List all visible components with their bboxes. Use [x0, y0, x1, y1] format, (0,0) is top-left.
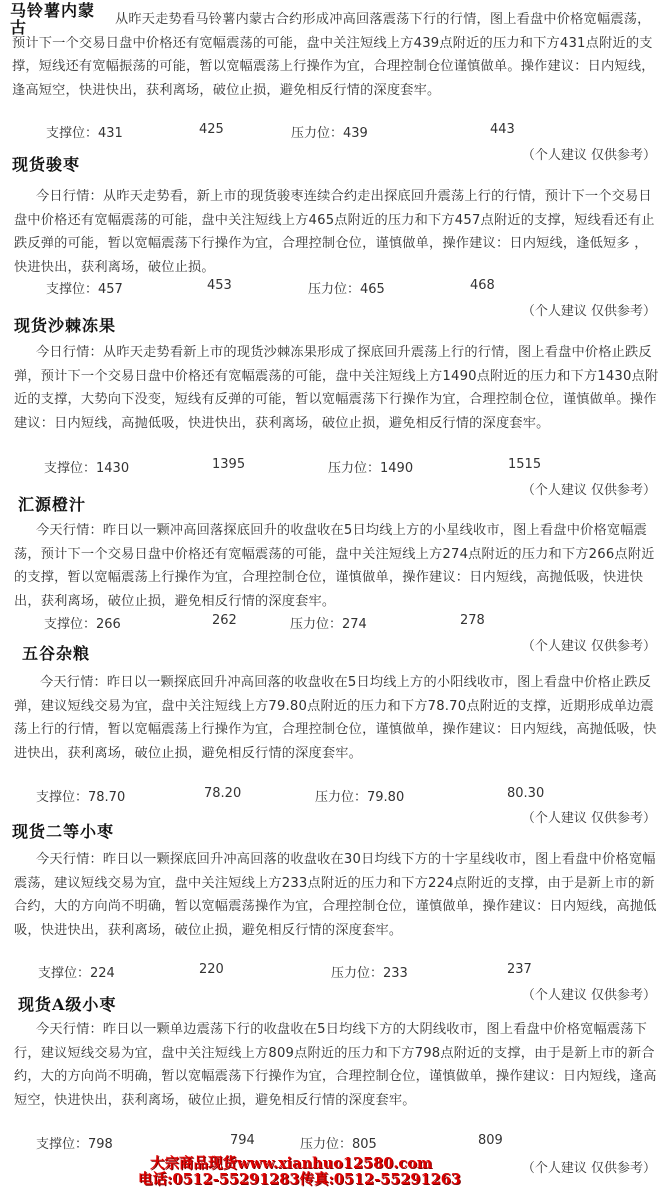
section-paragraph: 今天行情：昨日以一颗冲高回落探底回升的收盘收在5日均线上方的小星线收市，图上看盘中价格宽幅震荡，预计下一个交易日盘中价格还有宽幅震荡的可能，盘中关注短线上方274点附近的压力和下方266点附近的支撑，暂以宽幅震荡上行操作为宜，合理控制仓位，谨慎做单，操作建议：日内短线，高抛低吸，快进快出，获利离场，破位止损，避免相反行情的深度套牢。	[14, 523, 655, 609]
disclaimer-note: （个人建议 仅供参考）	[521, 811, 656, 826]
disclaimer-note: （个人建议 仅供参考）	[521, 639, 656, 654]
section-title: 汇源橙汁	[18, 495, 87, 514]
section-title: 现货A级小枣	[18, 995, 117, 1014]
disclaimer-note: （个人建议 仅供参考）	[521, 304, 656, 319]
section-title: 马铃薯内蒙古	[10, 1, 96, 37]
pressure-level: 压力位：439	[291, 126, 368, 141]
price-levels	[0, 786, 670, 806]
pressure-level: 压力位：465	[308, 282, 385, 297]
pressure-level: 压力位：274	[290, 617, 367, 632]
section-paragraph: 今天行情：昨日以一颗探底回升冲高回落的收盘收在30日均线下方的十字星线收市，图上看盘中价格宽幅震荡，建议短线交易为宜，盘中关注短线上方233点附近的压力和下方224点附近的支撑，由于是新上市的新合约，大的方向尚不明确，暂以宽幅震荡操作为宜，合理控制仓位，谨慎做单，操作建议：日内短线，高抛低吸，快进快出，获利离场，破位止损，避免相反行情的深度套牢。	[14, 852, 657, 938]
price-levels	[0, 457, 670, 477]
section-paragraph: 今天行情：昨日以一颗探底回升冲高回落的收盘收在5日均线上方的小阳线收市，图上看盘中价格止跌反弹，建议短线交易为宜，盘中关注短线上方79.80点附近的压力和下方78.70点附近的支撑，近期形成单边震荡上行的行情，暂以宽幅震荡上行操作为宜，合理控制仓位，谨慎做单，操作建议：日内短线，高抛低吸，快进快出，获利离场，破位止损，避免相反行情的深度套牢。	[14, 675, 657, 761]
section-paragraph: 今日行情：从昨天走势看，新上市的现货骏枣连续合约走出探底回升震荡上行的行情，预计下一个交易日盘中价格还有宽幅震荡的可能，盘中关注短线上方465点附近的压力和下方457点附近的支撑，短线看还有止跌反弹的可能，暂以宽幅震荡下行操作为宜，合理控制仓位，谨慎做单，操作建议：日内短线，逢低短多 ，快进快出，获利离场，破位止损。	[14, 189, 655, 275]
pressure-level-2: 237	[507, 962, 532, 977]
price-levels	[0, 278, 670, 298]
pressure-level: 压力位：805	[300, 1137, 377, 1152]
pressure-level: 压力位：1490	[328, 461, 414, 476]
disclaimer-note: （个人建议 仅供参考）	[521, 988, 656, 1003]
support-level: 支撑位：1430	[44, 461, 130, 476]
price-levels	[0, 1133, 670, 1153]
pressure-level-2: 468	[470, 278, 495, 293]
disclaimer-note: （个人建议 仅供参考）	[521, 148, 656, 163]
disclaimer-note: （个人建议 仅供参考）	[521, 1161, 656, 1176]
price-levels	[0, 613, 670, 633]
support-level-2: 425	[199, 122, 224, 137]
support-level: 支撑位：798	[36, 1137, 113, 1152]
footer-website: 大宗商品现货www.xianhuo12580.com	[150, 1155, 433, 1172]
support-level-2: 78.20	[204, 786, 242, 801]
support-level: 支撑位：266	[44, 617, 121, 632]
support-level: 支撑位：457	[46, 282, 123, 297]
pressure-level-2: 278	[460, 613, 485, 628]
price-levels	[0, 962, 670, 982]
support-level-2: 220	[199, 962, 224, 977]
support-level-2: 1395	[212, 457, 246, 472]
pressure-level-2: 80.30	[507, 786, 545, 801]
price-levels	[0, 122, 670, 142]
disclaimer-note: （个人建议 仅供参考）	[521, 483, 656, 498]
section-title: 现货沙棘冻果	[14, 316, 117, 335]
support-level: 支撑位：224	[38, 966, 115, 981]
pressure-level-2: 443	[490, 122, 515, 137]
footer-phone-fax: 电话:0512-55291283传真:0512-55291263	[138, 1171, 461, 1188]
support-level-2: 262	[212, 613, 237, 628]
support-level-2: 453	[207, 278, 232, 293]
pressure-level: 压力位：79.80	[315, 790, 405, 805]
section-title: 现货二等小枣	[12, 822, 115, 841]
pressure-level-2: 809	[478, 1133, 503, 1148]
pressure-level: 压力位：233	[331, 966, 408, 981]
support-level: 支撑位：431	[46, 126, 123, 141]
section-paragraph: 从昨天走势看马铃薯内蒙古合约形成冲高回落震荡下行的行情，图上看盘中价格宽幅震荡，预计下一个交易日盘中价格还有宽幅震荡的可能，盘中关注短线上方439点附近的压力和下方431点附近的支撑，短线还有宽幅振荡的可能，暂以宽幅震荡上行操作为宜，合理控制仓位谨慎做单。操作建议：日内短线，逢高短空，快进快出，获利离场，破位止损，避免相反行情的深度套牢。	[12, 12, 655, 98]
support-level-2: 794	[230, 1133, 255, 1148]
section-paragraph: 今天行情：昨日以一颗单边震荡下行的收盘收在5日均线下方的大阴线收市，图上看盘中价格宽幅震荡下行，建议短线交易为宜，盘中关注短线上方809点附近的压力和下方798点附近的支撑，由于是新上市的新合约，大的方向尚不明确，暂以宽幅震荡下行操作为宜，合理控制仓位，谨慎做单，操作建议：日内短线，逢高短空，快进快出，获利离场，破位止损，避免相反行情的深度套牢。	[14, 1022, 657, 1108]
pressure-level-2: 1515	[508, 457, 542, 472]
section-paragraph: 今日行情：从昨天走势看新上市的现货沙棘冻果形成了探底回升震荡上行的行情，图上看盘中价格止跌反弹，预计下一个交易日盘中价格还有宽幅震荡的可能，盘中关注短线上方1490点附近的压力和下方1430点附近的支撑，大势向下没变，短线有反弹的可能，暂以宽幅震荡下行操作为宜，合理控制仓位，谨慎做单。操作建议：日内短线，高抛低吸，快进快出，获利离场，破位止损，避免相反行情的深度套牢。	[14, 345, 659, 431]
footer-contact	[138, 1155, 510, 1190]
section-title: 五谷杂粮	[22, 644, 91, 663]
support-level: 支撑位：78.70	[36, 790, 126, 805]
section-title: 现货骏枣	[12, 155, 81, 174]
